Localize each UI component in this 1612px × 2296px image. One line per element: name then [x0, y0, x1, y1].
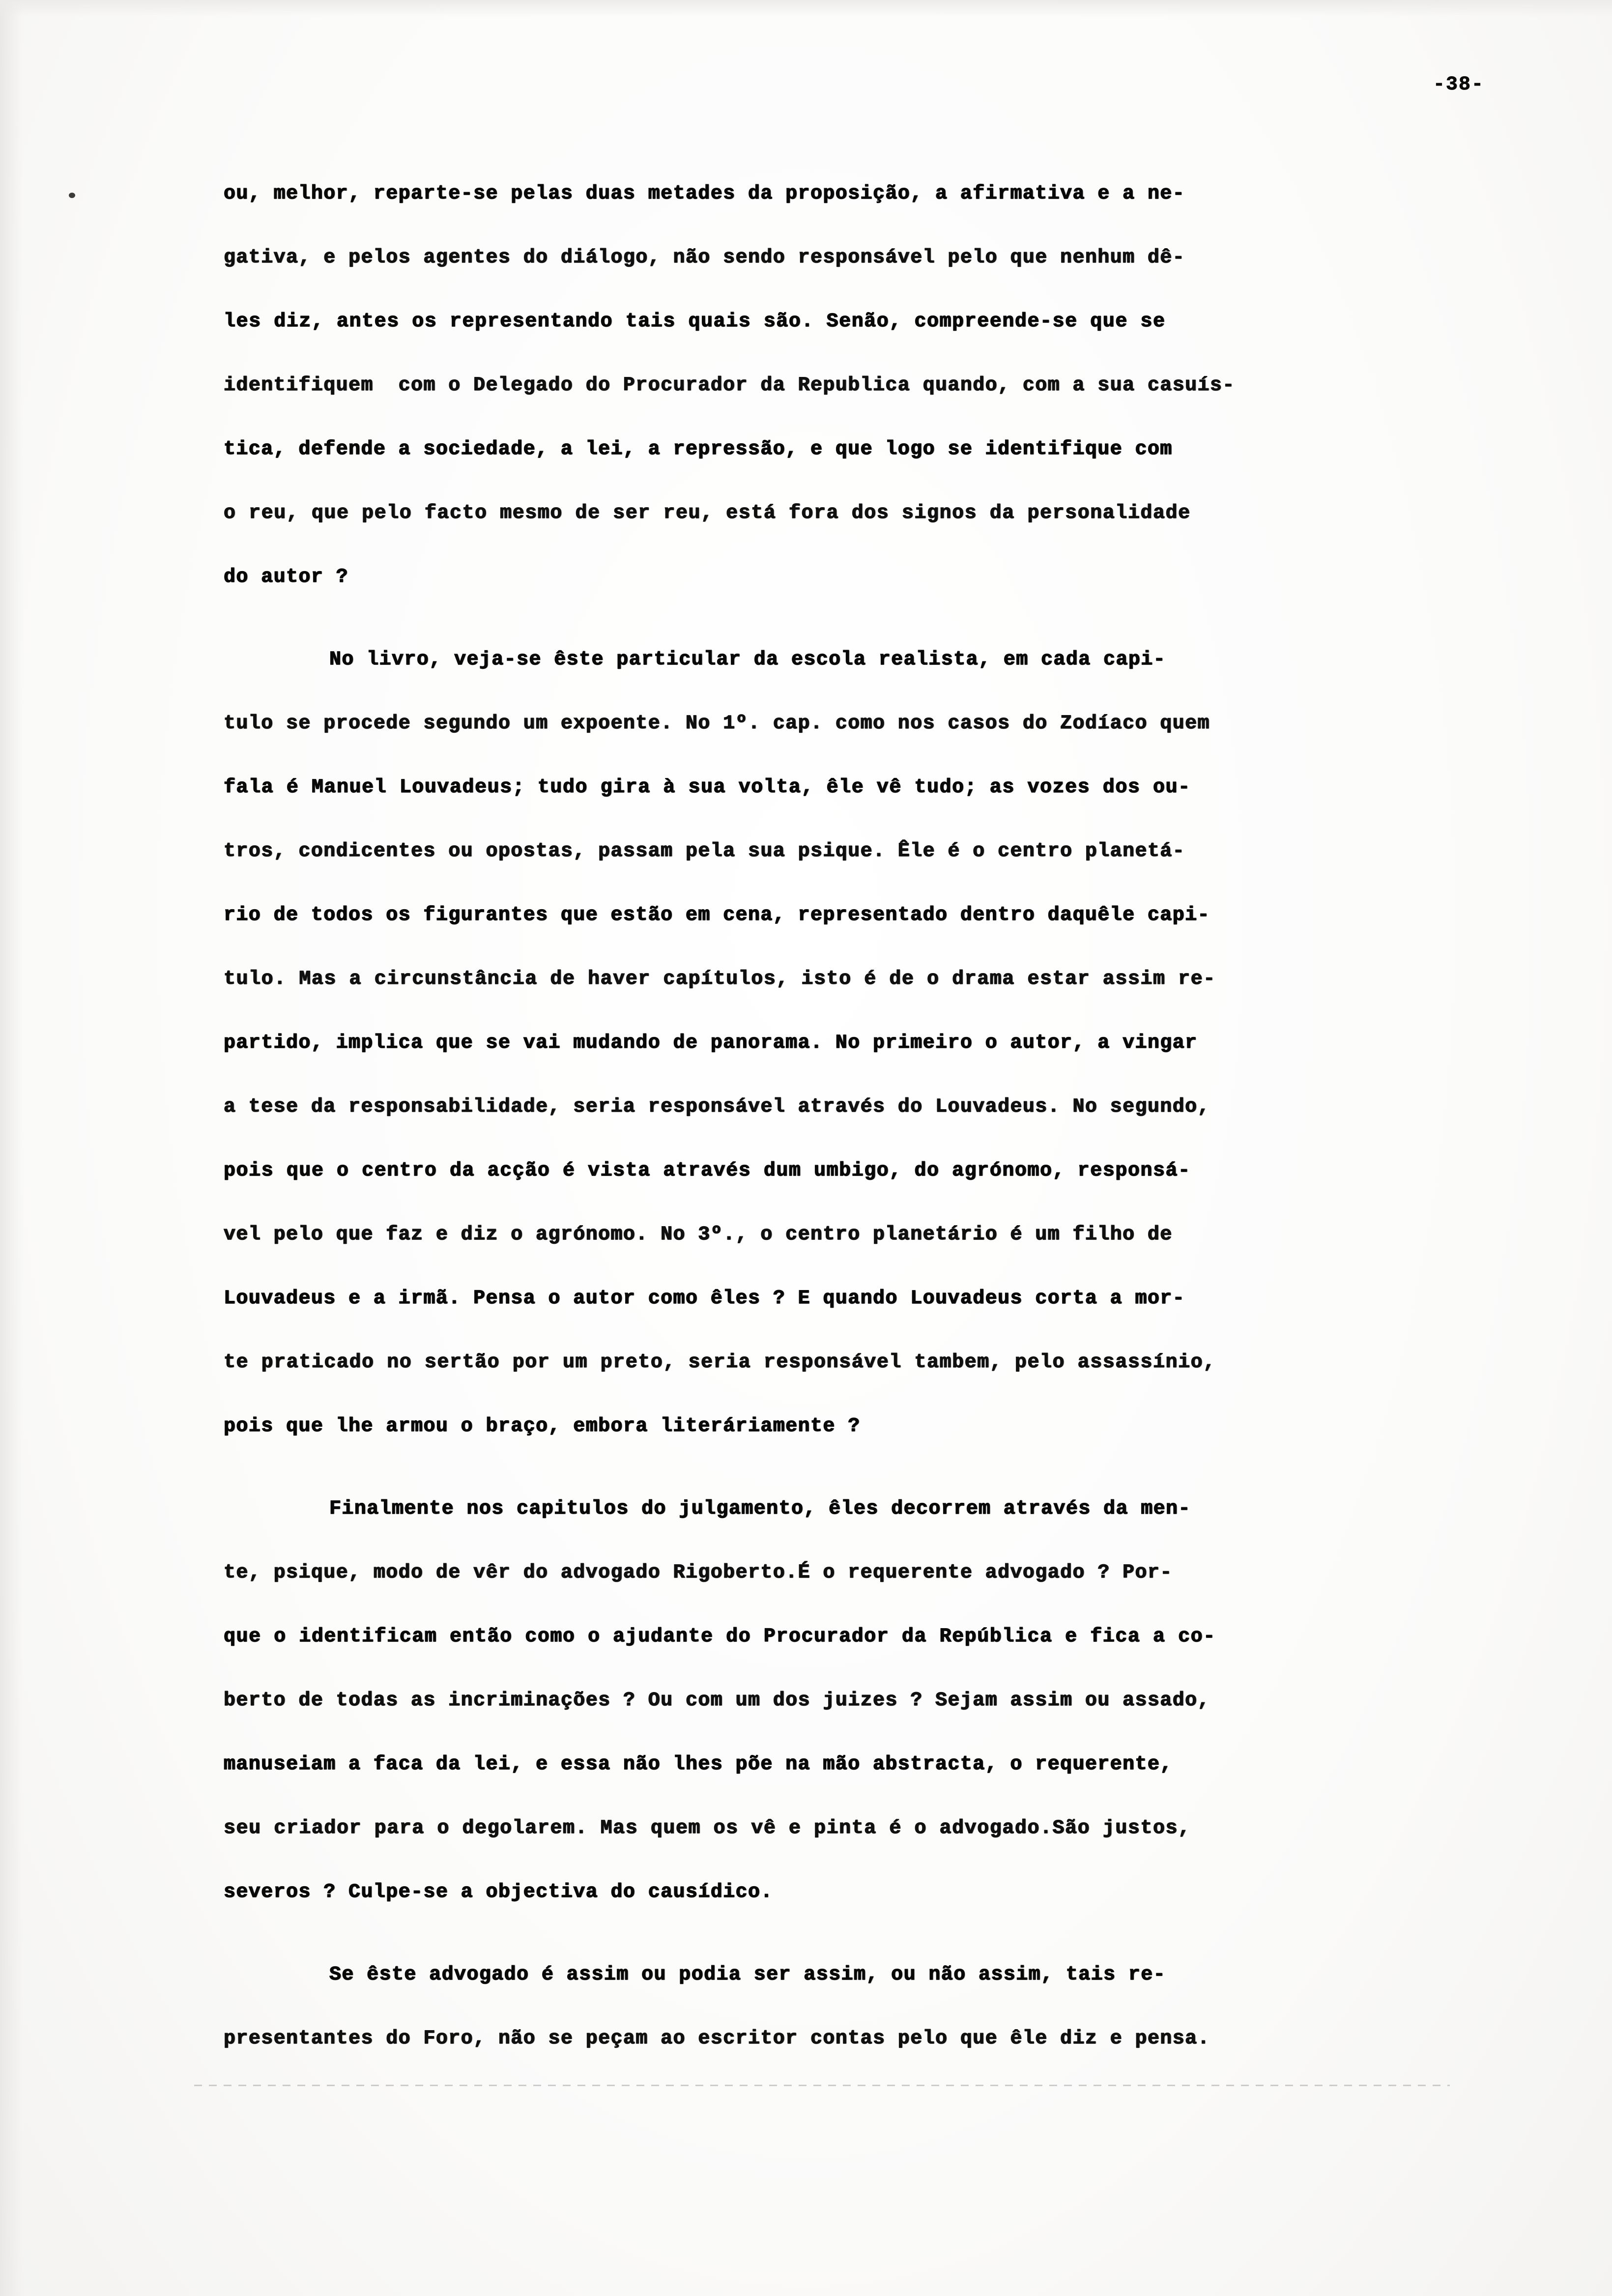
text-line: partido, implica que se vai mudando de panorama. No primeiro o autor, a vingar [224, 1032, 1198, 1054]
text-line: tulo. Mas a circunstância de haver capítulos, isto é de o drama estar assim re- [224, 968, 1216, 990]
text-line: seu criador para o degolarem. Mas quem os vê e pinta é o advogado.São justos, [224, 1817, 1191, 1839]
text-line: identifiquem com o Delegado do Procurador da Republica quando, com a sua casuís- [224, 374, 1235, 397]
text-line: Finalmente nos capitulos do julgamento, êles decorrem através da men- [329, 1498, 1191, 1520]
text-line: gativa, e pelos agentes do diálogo, não sendo responsável pelo que nenhum dê- [224, 247, 1185, 269]
scan-shadow-top [0, 0, 1612, 17]
text-line: que o identificam então como o ajudante do Procurador da República e fica a co- [224, 1626, 1216, 1648]
text-line: Louvadeus e a irmã. Pensa o autor como êles ? E quando Louvadeus corta a mor- [224, 1288, 1185, 1310]
text-line: do autor ? [224, 566, 349, 588]
text-line: presentantes do Foro, não se peçam ao escritor contas pelo que êle diz e pensa. [224, 2028, 1210, 2050]
text-line: te, psique, modo de vêr do advogado Rigoberto.É o requerente advogado ? Por- [224, 1562, 1173, 1584]
text-line: pois que o centro da acção é vista através dum umbigo, do agrónomo, responsá- [224, 1160, 1191, 1182]
ink-speck [69, 193, 75, 198]
text-line: tica, defende a sociedade, a lei, a repressão, e que logo se identifique com [224, 438, 1173, 460]
text-line: o reu, que pelo facto mesmo de ser reu, está fora dos signos da personalidade [224, 502, 1191, 524]
text-line: ou, melhor, reparte-se pelas duas metades da proposição, a afirmativa e a ne- [224, 183, 1185, 205]
paragraph [224, 1943, 1521, 2071]
text-line: tros, condicentes ou opostas, passam pela sua psique. Êle é o centro planetá- [224, 840, 1185, 862]
paper-crease-line [194, 2085, 1450, 2086]
scan-shadow-left [0, 0, 23, 2296]
text-line: No livro, veja-se êste particular da escola realista, em cada capi- [329, 649, 1166, 671]
text-line: a tese da responsabilidade, seria responsável através do Louvadeus. No segundo, [224, 1096, 1210, 1118]
text-line: pois que lhe armou o braço, embora literáriamente ? [224, 1415, 861, 1437]
text-line: rio de todos os figurantes que estão em cena, representado dentro daquêle capi- [224, 904, 1210, 926]
text-line: berto de todas as incriminações ? Ou com um dos juizes ? Sejam assim ou assado, [224, 1690, 1210, 1712]
text-line: les diz, antes os representando tais quais são. Senão, compreende-se que se [224, 311, 1166, 333]
typescript-body [224, 162, 1521, 2071]
paragraph [224, 628, 1521, 1459]
paragraph [224, 1477, 1521, 1924]
text-line: severos ? Culpe-se a objectiva do causídico. [224, 1881, 773, 1903]
text-line: manuseiam a faca da lei, e essa não lhes põe na mão abstracta, o requerente, [224, 1753, 1173, 1776]
text-line: fala é Manuel Louvadeus; tudo gira à sua volta, êle vê tudo; as vozes dos ou- [224, 776, 1191, 799]
paragraph [224, 162, 1521, 609]
text-line: tulo se procede segundo um expoente. No 1º. cap. como nos casos do Zodíaco quem [224, 713, 1210, 735]
text-line: Se êste advogado é assim ou podia ser assim, ou não assim, tais re- [329, 1964, 1166, 1986]
text-line: te praticado no sertão por um preto, seria responsável tambem, pelo assassínio, [224, 1351, 1216, 1374]
text-line: vel pelo que faz e diz o agrónomo. No 3º., o centro planetário é um filho de [224, 1224, 1173, 1246]
page-number: -38- [1433, 74, 1484, 96]
